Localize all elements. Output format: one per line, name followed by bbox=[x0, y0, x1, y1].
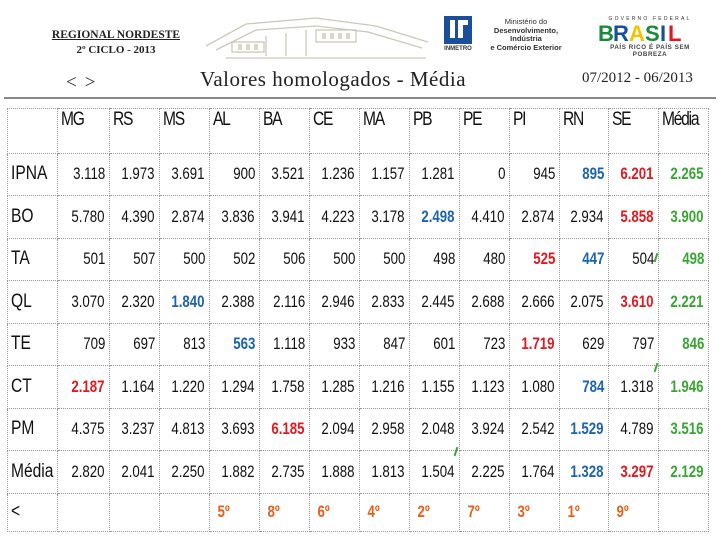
table-cell: 525 bbox=[510, 238, 560, 281]
table-cell: 3.836 bbox=[210, 196, 260, 239]
column-header: MA bbox=[360, 109, 410, 154]
ranking-cell bbox=[160, 493, 210, 531]
ranking-row bbox=[8, 493, 709, 531]
column-header: RS bbox=[110, 109, 160, 154]
ranking-row-label: < bbox=[8, 493, 58, 531]
table-cell: 1.123 bbox=[460, 366, 510, 409]
table-cell: 4.375 bbox=[58, 408, 110, 451]
table-cell: 2.833 bbox=[360, 281, 410, 324]
building-watermark-icon bbox=[196, 6, 436, 62]
table-row bbox=[8, 451, 709, 494]
table-cell: 447 bbox=[560, 238, 609, 281]
table-row bbox=[8, 196, 709, 239]
table-cell: 3.693 bbox=[210, 408, 260, 451]
table-cell: 3.900 bbox=[659, 196, 709, 239]
table-cell: 1.719 bbox=[510, 323, 560, 366]
table-cell: 3.924 bbox=[460, 408, 510, 451]
column-header: BA bbox=[260, 109, 310, 154]
table-cell: 2.820 bbox=[58, 451, 110, 494]
table-row bbox=[8, 408, 709, 451]
table-cell: 3.237 bbox=[110, 408, 160, 451]
table-cell: 2.225 bbox=[460, 451, 510, 494]
table-cell: 1.281 bbox=[410, 153, 460, 196]
svg-text:R: R bbox=[613, 22, 629, 44]
table-cell: 2.958 bbox=[360, 408, 410, 451]
row-label: TA bbox=[8, 238, 58, 281]
table-cell: 1.529 bbox=[560, 408, 609, 451]
table-cell: 1.504 bbox=[410, 451, 460, 494]
ministry-line-3: e Comércio Exterior bbox=[490, 42, 562, 52]
table-cell: 2.041 bbox=[110, 451, 160, 494]
table-cell: 1.946 bbox=[659, 366, 709, 409]
ranking-cell: 2º bbox=[410, 493, 460, 531]
table-cell: 723 bbox=[460, 323, 510, 366]
ministry-line-2: Desenvolvimento, Indústria bbox=[493, 25, 559, 43]
row-label: BO bbox=[8, 196, 58, 239]
table-cell: 2.666 bbox=[510, 281, 560, 324]
table-cell: 797 bbox=[609, 323, 659, 366]
ranking-cell: 1º bbox=[560, 493, 609, 531]
table-cell: 2.542 bbox=[510, 408, 560, 451]
column-header: AL bbox=[210, 109, 260, 154]
slide-title: Valores homologados - Média bbox=[200, 67, 467, 91]
ranking-cell: 3º bbox=[510, 493, 560, 531]
table-cell: 6.185 bbox=[260, 408, 310, 451]
table-cell: 846 bbox=[659, 323, 709, 366]
row-label: QL bbox=[8, 281, 58, 324]
table-cell: 1.294 bbox=[210, 366, 260, 409]
table-cell: 501 bbox=[58, 238, 110, 281]
table-cell: 2.498 bbox=[410, 196, 460, 239]
column-header: PB bbox=[410, 109, 460, 154]
row-label: CT bbox=[8, 366, 58, 409]
cycle-label: 2º CICLO - 2013 bbox=[76, 44, 156, 56]
table-cell: 1.318 bbox=[609, 366, 659, 409]
ranking-cell bbox=[58, 493, 110, 531]
nav-arrows bbox=[66, 72, 103, 94]
table-cell: 5.858 bbox=[609, 196, 659, 239]
table-cell: 2.445 bbox=[410, 281, 460, 324]
table-cell: 504 bbox=[609, 238, 659, 281]
table-cell: 4.410 bbox=[460, 196, 510, 239]
table-cell: 3.610 bbox=[609, 281, 659, 324]
svg-text:L: L bbox=[668, 22, 681, 44]
table-cell: 6.201 bbox=[609, 153, 659, 196]
table-cell: 697 bbox=[110, 323, 160, 366]
table-cell: 4.223 bbox=[310, 196, 360, 239]
table-cell: 502 bbox=[210, 238, 260, 281]
table-cell: 933 bbox=[310, 323, 360, 366]
table-cell: 2.934 bbox=[560, 196, 609, 239]
table-cell: 629 bbox=[560, 323, 609, 366]
table-cell: 1.164 bbox=[110, 366, 160, 409]
table-cell: 507 bbox=[110, 238, 160, 281]
table-cell: 4.789 bbox=[609, 408, 659, 451]
table-cell: 2.688 bbox=[460, 281, 510, 324]
table-row bbox=[8, 366, 709, 409]
column-header: SE bbox=[609, 109, 659, 154]
prev-arrow-icon[interactable]: < bbox=[66, 72, 85, 93]
column-header: PI bbox=[510, 109, 560, 154]
ranking-cell: 8º bbox=[260, 493, 310, 531]
table-cell: 500 bbox=[160, 238, 210, 281]
table-cell: 498 bbox=[659, 238, 709, 281]
ranking-cell: 6º bbox=[310, 493, 360, 531]
table-cell: 1.758 bbox=[260, 366, 310, 409]
table-row bbox=[8, 323, 709, 366]
row-label: IPNA bbox=[8, 153, 58, 196]
table-cell: 2.094 bbox=[310, 408, 360, 451]
column-header: MS bbox=[160, 109, 210, 154]
table-cell: 784 bbox=[560, 366, 609, 409]
gov-slogan: PAÍS RICO É PAÍS SEM POBREZA bbox=[610, 44, 690, 58]
table-cell: 813 bbox=[160, 323, 210, 366]
svg-text:A: A bbox=[629, 22, 645, 44]
table-cell: 3.070 bbox=[58, 281, 110, 324]
table-cell: 2.116 bbox=[260, 281, 310, 324]
table-cell: 900 bbox=[210, 153, 260, 196]
table-cell: 1.882 bbox=[210, 451, 260, 494]
table-row bbox=[8, 281, 709, 324]
table-cell: 2.874 bbox=[160, 196, 210, 239]
header-divider bbox=[4, 97, 716, 99]
table-cell: 1.328 bbox=[560, 451, 609, 494]
table-row bbox=[8, 238, 709, 281]
table-cell: 563 bbox=[210, 323, 260, 366]
table-cell: 3.691 bbox=[160, 153, 210, 196]
table-cell: 1.813 bbox=[360, 451, 410, 494]
row-label: PM bbox=[8, 408, 58, 451]
ranking-cell: 4º bbox=[360, 493, 410, 531]
period-label: 07/2012 - 06/2013 bbox=[582, 70, 693, 86]
column-header: PE bbox=[460, 109, 510, 154]
table-cell: 4.390 bbox=[110, 196, 160, 239]
table-cell: 1.155 bbox=[410, 366, 460, 409]
brasil-logo-icon bbox=[596, 22, 704, 44]
table-cell: 847 bbox=[360, 323, 410, 366]
row-label: Média bbox=[8, 451, 58, 494]
ministry-line-1: Ministério do bbox=[504, 17, 548, 26]
column-header: Média bbox=[659, 109, 709, 154]
next-arrow-icon[interactable]: > bbox=[84, 72, 104, 93]
table-cell: 2.075 bbox=[560, 281, 609, 324]
table-cell: 1.157 bbox=[360, 153, 410, 196]
gov-federal-label: GOVERNO FEDERAL bbox=[608, 16, 692, 22]
table-cell: 1.888 bbox=[310, 451, 360, 494]
table-cell: 601 bbox=[410, 323, 460, 366]
table-cell: 5.780 bbox=[58, 196, 110, 239]
column-header: CE bbox=[310, 109, 360, 154]
table-cell: 2.946 bbox=[310, 281, 360, 324]
column-header: MG bbox=[58, 109, 110, 154]
svg-text:I: I bbox=[660, 22, 666, 44]
ranking-cell bbox=[659, 493, 709, 531]
row-label: TE bbox=[8, 323, 58, 366]
table-cell: 1.840 bbox=[160, 281, 210, 324]
table-cell: 1.236 bbox=[310, 153, 360, 196]
table-cell: 1.285 bbox=[310, 366, 360, 409]
table-cell: 945 bbox=[510, 153, 560, 196]
table-cell: 2.129 bbox=[659, 451, 709, 494]
table-cell: 3.297 bbox=[609, 451, 659, 494]
table-cell: 2.048 bbox=[410, 408, 460, 451]
svg-text:B: B bbox=[598, 22, 614, 44]
table-cell: 3.941 bbox=[260, 196, 310, 239]
table-row bbox=[8, 153, 709, 196]
corner-cell bbox=[8, 109, 58, 154]
ministry-logo bbox=[486, 18, 566, 52]
table-cell: 1.764 bbox=[510, 451, 560, 494]
table-cell: 1.973 bbox=[110, 153, 160, 196]
table-cell: 500 bbox=[310, 238, 360, 281]
table-cell: 500 bbox=[360, 238, 410, 281]
inmetro-label: INMETRO bbox=[444, 46, 472, 52]
values-table bbox=[7, 108, 709, 532]
table-cell: 3.521 bbox=[260, 153, 310, 196]
table-cell: 2.221 bbox=[659, 281, 709, 324]
ranking-cell: 9º bbox=[609, 493, 659, 531]
svg-text:S: S bbox=[645, 22, 660, 44]
table-cell: 506 bbox=[260, 238, 310, 281]
table-cell: 4.813 bbox=[160, 408, 210, 451]
table-cell: 2.388 bbox=[210, 281, 260, 324]
table-cell: 2.735 bbox=[260, 451, 310, 494]
table-cell: 2.265 bbox=[659, 153, 709, 196]
table-cell: 480 bbox=[460, 238, 510, 281]
table-cell: 3.118 bbox=[58, 153, 110, 196]
table-cell: 1.220 bbox=[160, 366, 210, 409]
table-cell: 0 bbox=[460, 153, 510, 196]
table-cell: 1.080 bbox=[510, 366, 560, 409]
ranking-cell: 7º bbox=[460, 493, 510, 531]
table-cell: 3.178 bbox=[360, 196, 410, 239]
table-cell: 2.874 bbox=[510, 196, 560, 239]
table-cell: 895 bbox=[560, 153, 609, 196]
table-cell: 1.216 bbox=[360, 366, 410, 409]
slide-header bbox=[0, 0, 720, 100]
column-header: RN bbox=[560, 109, 609, 154]
ranking-cell: 5º bbox=[210, 493, 260, 531]
ranking-cell bbox=[110, 493, 160, 531]
table-cell: 498 bbox=[410, 238, 460, 281]
regional-title: REGIONAL NORDESTE bbox=[51, 29, 181, 41]
table-cell: 3.516 bbox=[659, 408, 709, 451]
table-cell: 2.187 bbox=[58, 366, 110, 409]
table-header-row bbox=[8, 109, 709, 154]
table-cell: 709 bbox=[58, 323, 110, 366]
table-cell: 2.250 bbox=[160, 451, 210, 494]
table-cell: 2.320 bbox=[110, 281, 160, 324]
table-cell: 1.118 bbox=[260, 323, 310, 366]
